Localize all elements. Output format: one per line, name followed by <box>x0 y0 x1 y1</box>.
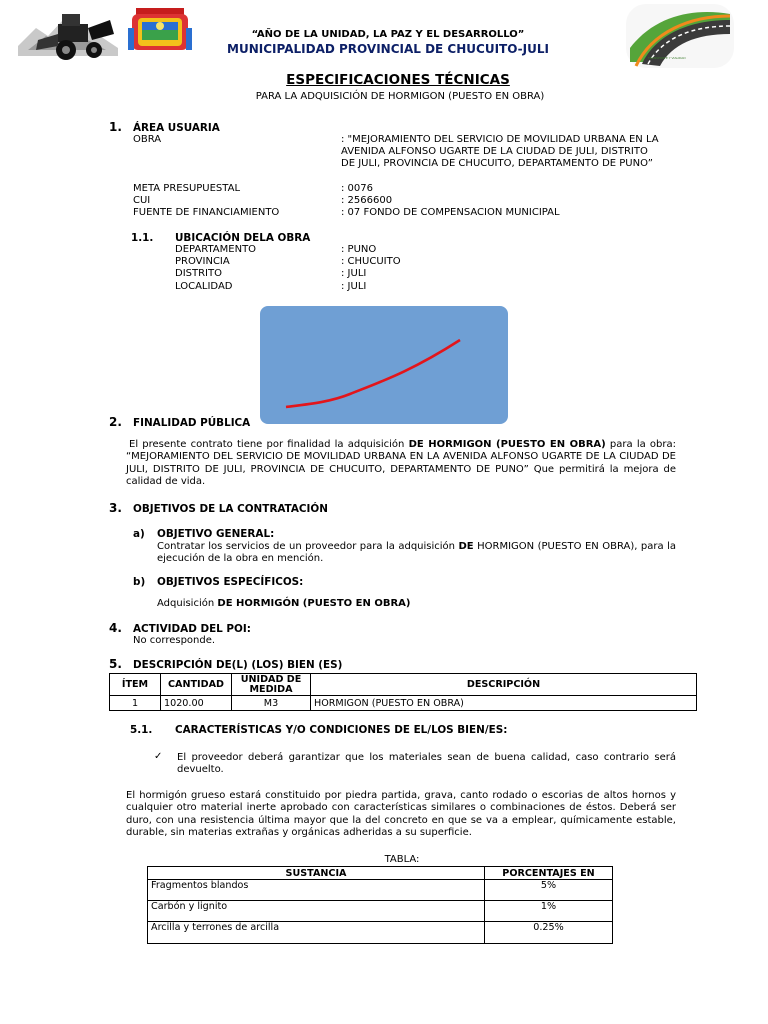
document-title: ESPECIFICACIONES TÉCNICAS <box>286 72 510 88</box>
obra-line-3: DE JULI, PROVINCIA DE CHUCUITO, DEPARTAMENTO DE PUNO” <box>341 158 653 169</box>
substance-percent: 5% <box>485 880 613 901</box>
objective-b-title: OBJETIVOS ESPECÍFICOS: <box>157 576 304 588</box>
table-row <box>148 922 613 944</box>
header-motto: “AÑO DE LA UNIDAD, LA PAZ Y EL DESARROLLO” <box>251 29 525 40</box>
objective-b-text-start: Adquisición <box>157 598 218 609</box>
section-1-title: ÁREA USUARIA <box>133 122 220 134</box>
objective-a-text <box>157 541 676 566</box>
section-4-title: ACTIVIDAD DEL POI: <box>133 623 251 635</box>
section-1-1-number: 1.1. <box>131 232 154 244</box>
goods-cell-descripcion: HORMIGON (PUESTO EN OBRA) <box>311 696 697 711</box>
document-subtitle: PARA LA ADQUISICIÓN DE HORMIGON (PUESTO EN OBRA) <box>255 91 545 102</box>
substance-table <box>147 866 613 944</box>
obra-line-1: : "MEJORAMIENTO DEL SERVICIO DE MOVILIDAD URBANA EN LA <box>341 134 659 145</box>
obra-label: OBRA <box>133 134 162 145</box>
ubicacion-value-provincia: : CHUCUITO <box>341 256 401 267</box>
section-2-title: FINALIDAD PÚBLICA <box>133 417 251 429</box>
goods-table <box>109 673 697 711</box>
substance-name: Arcilla y terrones de arcilla <box>148 922 485 944</box>
goods-cell-item: 1 <box>110 696 161 711</box>
section-2-number: 2. <box>109 415 122 429</box>
table-row <box>148 880 613 901</box>
table-row <box>110 696 697 711</box>
ubicacion-value-departamento: : PUNO <box>341 244 377 255</box>
section-3-title: OBJETIVOS DE LA CONTRATACIÓN <box>133 503 328 515</box>
header-municipality: MUNICIPALIDAD PROVINCIAL DE CHUCUITO-JULI <box>227 42 549 56</box>
road-logo-caption: TRANSPORTE Y VIALIDAD <box>648 56 686 60</box>
finalidad-text-bold: DE HORMIGON (PUESTO EN OBRA) <box>408 439 606 450</box>
goods-cell-unidad: M3 <box>232 696 311 711</box>
checkmark-icon: ✓ <box>154 751 163 762</box>
meta-label: META PRESUPUESTAL <box>133 183 241 194</box>
objective-b-text <box>157 598 410 610</box>
cui-value: : 2566600 <box>341 195 393 206</box>
substance-percent: 1% <box>485 901 613 922</box>
section-5-1-paragraph: El hormigón grueso estará constituido por piedra partida, grava, canto rodado o escorias de altos hornos y cualquier otro material inerte aprobado con características similares o combinaciones de éstos. Deberá ser duro, con una resistencia última mayor que la del concreto en que se va a emplear, químicamente estable, durable, sin materias extrañas y orgánicas adheridas a su superficie. <box>126 790 676 839</box>
objective-b-text-bold: DE HORMIGÓN (PUESTO EN OBRA) <box>217 598 411 609</box>
goods-table-header-row <box>110 674 697 696</box>
section-5-1-title: CARACTERÍSTICAS Y/O CONDICIONES DE EL/LOS BIEN/ES: <box>175 724 508 736</box>
substance-header-sustancia: SUSTANCIA <box>148 867 485 880</box>
tabla-caption: TABLA: <box>384 854 420 865</box>
ubicacion-label-distrito: DISTRITO <box>175 268 222 279</box>
substance-header-porcentajes: PORCENTAJES EN <box>485 867 613 880</box>
goods-header-unidad: UNIDAD DE MEDIDA <box>232 674 311 696</box>
section-4-number: 4. <box>109 621 122 635</box>
goods-header-descripcion: DESCRIPCIÓN <box>311 674 697 696</box>
ubicacion-label-provincia: PROVINCIA <box>175 256 230 267</box>
ubicacion-value-localidad: : JULI <box>341 281 367 292</box>
section-1-1-title: UBICACIÓN DELA OBRA <box>175 232 311 244</box>
excavator-logo <box>18 6 118 64</box>
ubicacion-label-localidad: LOCALIDAD <box>175 281 233 292</box>
section-1-number: 1. <box>109 120 122 134</box>
location-map-image <box>260 306 508 424</box>
section-3-number: 3. <box>109 501 122 515</box>
ubicacion-label-departamento: DEPARTAMENTO <box>175 244 257 255</box>
section-5-number: 5. <box>109 657 122 671</box>
substance-name: Fragmentos blandos <box>148 880 485 901</box>
section-5-1-number: 5.1. <box>130 724 153 736</box>
objective-a-text-bold: DE <box>458 541 474 552</box>
fuente-value: : 07 FONDO DE COMPENSACION MUNICIPAL <box>341 207 560 218</box>
objective-b-letter: b) <box>133 576 146 588</box>
finalidad-text-end: para la obra: “MEJORAMIENTO DEL SERVICIO DE MOVILIDAD URBANA EN LA AVENIDA ALFONSO UGARTE DE LA CIUDAD DE JULI, DISTRITO DE JULI, PROVINCIA DE CHUCUITO, DEPARTAMENTO DE PUNO” Que permitirá la mejora de calidad de vida. <box>126 439 676 488</box>
meta-value: : 0076 <box>341 183 373 194</box>
substance-table-header-row <box>148 867 613 880</box>
substance-percent: 0.25% <box>485 922 613 944</box>
goods-header-item: ÍTEM <box>110 674 161 696</box>
section-4-text: No corresponde. <box>133 635 216 646</box>
fuente-label: FUENTE DE FINANCIAMIENTO <box>133 207 280 218</box>
objective-a-text-start: Contratar los servicios de un proveedor para la adquisición <box>157 541 459 552</box>
section-5-title: DESCRIPCIÓN DE(L) (LOS) BIEN (ES) <box>133 659 343 671</box>
objective-a-text-end: HORMIGON (PUESTO EN OBRA), para la ejecución de la obra en mención. <box>157 541 676 565</box>
objective-a-title: OBJETIVO GENERAL: <box>157 528 275 540</box>
goods-cell-cantidad: 1020.00 <box>161 696 232 711</box>
ubicacion-value-distrito: : JULI <box>341 268 367 279</box>
obra-line-2: AVENIDA ALFONSO UGARTE DE LA CIUDAD DE JULI, DISTRITO <box>341 146 648 157</box>
objective-a-letter: a) <box>133 528 145 540</box>
substance-name: Carbón y lignito <box>148 901 485 922</box>
goods-header-cantidad: CANTIDAD <box>161 674 232 696</box>
municipal-shield-logo <box>128 8 192 54</box>
bullet-text: El proveedor deberá garantizar que los materiales sean de buena calidad, caso contrario será devuelto. <box>177 752 676 776</box>
section-2-paragraph <box>126 439 676 489</box>
cui-label: CUI <box>133 195 151 206</box>
road-logo <box>626 4 734 68</box>
table-row <box>148 901 613 922</box>
finalidad-text-start: El presente contrato tiene por finalidad la adquisición <box>129 439 409 450</box>
